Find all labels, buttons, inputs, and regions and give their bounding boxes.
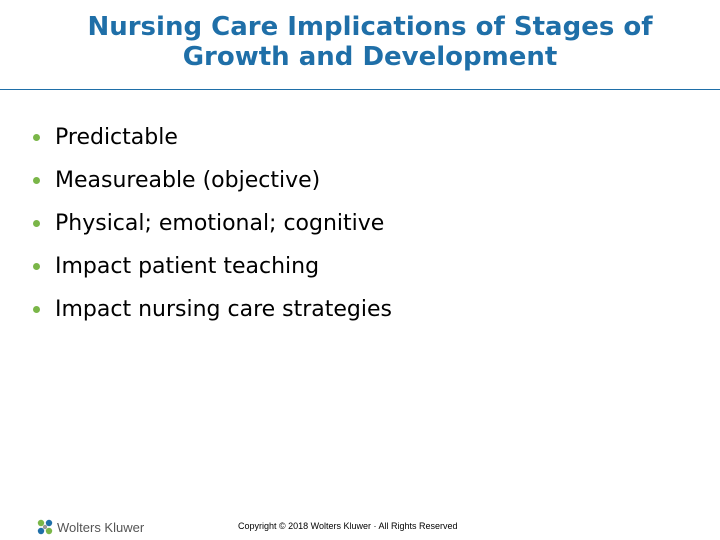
bullet-text: Impact nursing care strategies	[55, 296, 393, 322]
bullet-dot-icon	[33, 263, 40, 270]
wolters-kluwer-logo-icon	[36, 518, 54, 536]
bullet-item	[28, 250, 392, 282]
bullet-item	[28, 121, 392, 153]
publisher-logo	[36, 517, 144, 537]
logo-text: Wolters Kluwer	[57, 519, 145, 535]
copyright-notice: Copyright © 2018 Wolters Kluwer · All Rights Reserved	[238, 521, 458, 531]
bullet-text: Predictable	[55, 124, 178, 150]
bullet-dot-icon	[33, 177, 40, 184]
slide-title-line-2: Growth and Development	[182, 42, 558, 72]
slide-title-line-1: Nursing Care Implications of Stages of	[87, 12, 653, 42]
bullet-dot-icon	[33, 306, 40, 313]
bullet-dot-icon	[33, 134, 40, 141]
bullet-item	[28, 293, 392, 325]
slide-title	[20, 12, 720, 72]
bullet-text: Impact patient teaching	[55, 253, 320, 279]
bullet-item	[28, 164, 392, 196]
title-divider	[0, 89, 720, 90]
bullet-item	[28, 207, 392, 239]
bullet-text: Physical; emotional; cognitive	[55, 210, 385, 236]
bullet-text: Measureable (objective)	[55, 167, 321, 193]
bullet-dot-icon	[33, 220, 40, 227]
bullet-list	[28, 121, 392, 336]
